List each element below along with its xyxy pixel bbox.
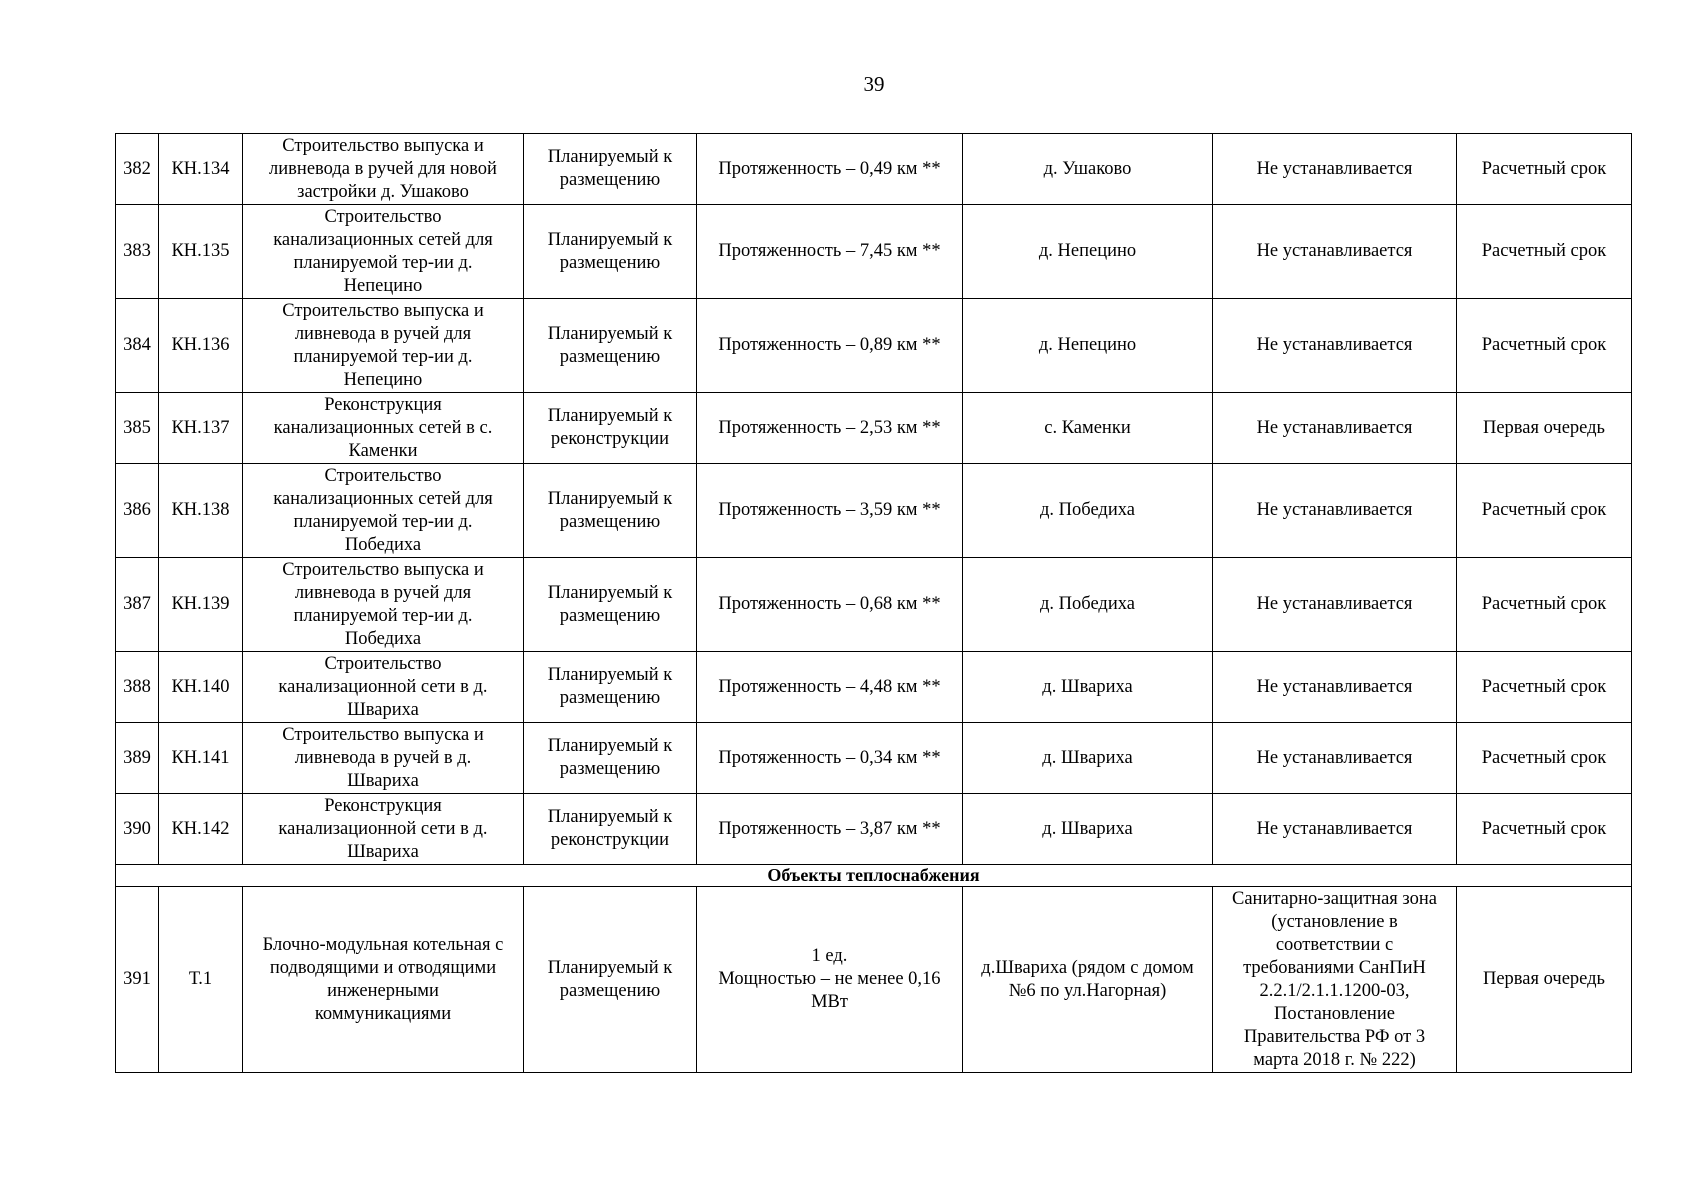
object-name-cell-text: Строительство канализационной сети в д. Швариха [278, 653, 488, 720]
object-name-cell [243, 887, 524, 1073]
zone-cell [1213, 464, 1457, 558]
row-number-cell-text: 386 [123, 500, 151, 520]
section-row [116, 865, 1632, 887]
object-name-cell-text: Блочно-модульная котельная с подводящими и отводящими инженерными коммуникациями [262, 934, 504, 1024]
zone-cell [1213, 393, 1457, 464]
location-cell [963, 134, 1213, 205]
table-row [116, 464, 1632, 558]
term-cell-text: Расчетный срок [1481, 676, 1607, 697]
term-cell-text: Расчетный срок [1481, 158, 1607, 179]
object-code-cell-text: Т.1 [188, 969, 213, 989]
table-row [116, 794, 1632, 865]
object-code-cell [159, 723, 243, 794]
row-number-cell-text: 391 [123, 969, 151, 989]
object-name-cell [243, 205, 524, 299]
object-name-cell [243, 723, 524, 794]
characteristics-cell-text: Протяженность – 3,59 км ** [718, 500, 941, 520]
row-number-cell [116, 205, 159, 299]
zone-cell [1213, 299, 1457, 393]
object-name-cell [243, 794, 524, 865]
characteristics-cell [697, 393, 963, 464]
characteristics-cell-text: Протяженность – 4,48 км ** [718, 676, 941, 697]
zone-cell [1213, 205, 1457, 299]
object-status-cell-text: Планируемый к размещению [547, 582, 673, 626]
location-cell-text: д. Непецино [1038, 335, 1137, 355]
object-code-cell [159, 299, 243, 393]
table-row [116, 299, 1632, 393]
row-number-cell [116, 393, 159, 464]
characteristics-cell [697, 299, 963, 393]
row-number-cell [116, 558, 159, 652]
object-status-cell [524, 652, 697, 723]
object-code-cell-text: КН.138 [171, 500, 230, 520]
zone-cell [1213, 887, 1457, 1073]
zone-cell [1213, 794, 1457, 865]
object-code-cell-text: КН.135 [171, 241, 230, 261]
characteristics-cell-text: Протяженность – 3,87 км ** [718, 818, 941, 839]
term-cell-text: Расчетный срок [1481, 747, 1607, 768]
table-row [116, 887, 1632, 1073]
zone-cell-text: Не устанавливается [1256, 594, 1413, 614]
location-cell [963, 887, 1213, 1073]
object-code-cell [159, 393, 243, 464]
characteristics-cell-text: Протяженность – 0,49 км ** [718, 158, 941, 179]
zone-cell [1213, 134, 1457, 205]
object-name-cell [243, 393, 524, 464]
zone-cell-text: Не устанавливается [1256, 747, 1413, 768]
object-code-cell [159, 794, 243, 865]
table-row [116, 205, 1632, 299]
location-cell-text: с. Каменки [1044, 417, 1131, 438]
object-status-cell [524, 299, 697, 393]
term-cell [1457, 393, 1632, 464]
characteristics-cell [697, 794, 963, 865]
object-code-cell-text: КН.139 [171, 594, 230, 614]
object-name-cell [243, 652, 524, 723]
row-number-cell [116, 134, 159, 205]
characteristics-cell [697, 652, 963, 723]
object-name-cell [243, 558, 524, 652]
row-number-cell-text: 384 [123, 335, 151, 355]
term-cell [1457, 134, 1632, 205]
object-code-cell [159, 652, 243, 723]
characteristics-cell-text: Протяженность – 0,68 км ** [718, 594, 941, 614]
term-cell-text: Расчетный срок [1481, 594, 1607, 614]
object-name-cell [243, 134, 524, 205]
object-status-cell [524, 723, 697, 794]
zone-cell-text: Не устанавливается [1256, 158, 1413, 179]
location-cell [963, 652, 1213, 723]
characteristics-cell [697, 464, 963, 558]
location-cell-text: д. Победиха [1040, 500, 1135, 520]
object-status-cell-text: Планируемый к размещению [547, 147, 673, 190]
table-row [116, 652, 1632, 723]
object-code-cell-text: КН.136 [171, 335, 230, 355]
term-cell [1457, 205, 1632, 299]
row-number-cell-text: 388 [123, 676, 151, 697]
section-heading: Объекты теплоснабжения [116, 865, 1632, 887]
term-cell [1457, 652, 1632, 723]
characteristics-cell [697, 205, 963, 299]
location-cell-text: д. Победиха [1040, 594, 1135, 614]
object-status-cell-text: Планируемый к размещению [547, 736, 673, 779]
object-name-cell-text: Реконструкция канализационных сетей в с. Каменки [273, 394, 493, 461]
objects-table [115, 133, 1632, 1073]
object-status-cell [524, 464, 697, 558]
location-cell-text: д.Швариха (рядом с домом №6 по ул.Нагорная) [981, 957, 1194, 1001]
location-cell-text: д. Швариха [1042, 747, 1133, 768]
object-code-cell [159, 464, 243, 558]
object-status-cell-text: Планируемый к реконструкции [547, 807, 673, 850]
object-status-cell-text: Планируемый к реконструкции [547, 406, 673, 449]
characteristics-cell [697, 723, 963, 794]
object-code-cell-text: КН.134 [171, 158, 230, 179]
object-status-cell [524, 134, 697, 205]
object-status-cell-text: Планируемый к размещению [547, 323, 673, 367]
characteristics-cell-text: 1 ед. Мощностью – не менее 0,16 МВт [718, 946, 941, 1012]
object-status-cell-text: Планируемый к размещению [547, 665, 673, 708]
term-cell-text: Расчетный срок [1481, 818, 1607, 839]
zone-cell [1213, 558, 1457, 652]
zone-cell-text: Не устанавливается [1256, 676, 1413, 697]
characteristics-cell [697, 558, 963, 652]
table-row [116, 558, 1632, 652]
zone-cell-text: Не устанавливается [1256, 500, 1413, 520]
location-cell [963, 558, 1213, 652]
object-status-cell [524, 205, 697, 299]
term-cell [1457, 299, 1632, 393]
object-name-cell-text: Строительство выпуска и ливневода в ручей для планируемой тер-ии д. Непецино [282, 300, 484, 390]
characteristics-cell [697, 134, 963, 205]
object-name-cell [243, 464, 524, 558]
object-name-cell-text: Строительство выпуска и ливневода в ручей в д. Швариха [282, 724, 484, 791]
characteristics-cell-text: Протяженность – 0,89 км ** [718, 335, 941, 355]
zone-cell-text: Санитарно-защитная зона (установление в соответствии с требованиями СанПиН 2.2.1/2.1.1.1200-03, Постановление Правительства РФ от 3 марта 2018 г. № 222) [1232, 888, 1437, 1070]
term-cell-text: Расчетный срок [1481, 241, 1607, 261]
object-name-cell [243, 299, 524, 393]
location-cell-text: д. Ушаково [1043, 158, 1132, 179]
term-cell-text: Расчетный срок [1481, 500, 1607, 520]
location-cell-text: д. Швариха [1042, 818, 1133, 839]
zone-cell-text: Не устанавливается [1256, 417, 1413, 438]
location-cell [963, 794, 1213, 865]
object-code-cell-text: КН.137 [171, 417, 230, 438]
characteristics-cell-text: Протяженность – 7,45 км ** [718, 241, 941, 261]
location-cell [963, 205, 1213, 299]
location-cell [963, 723, 1213, 794]
row-number-cell-text: 390 [123, 818, 151, 839]
row-number-cell-text: 383 [123, 241, 151, 261]
zone-cell-text: Не устанавливается [1256, 818, 1413, 839]
object-name-cell-text: Строительство выпуска и ливневода в ручей для планируемой тер-ии д. Победиха [282, 559, 484, 649]
object-status-cell [524, 558, 697, 652]
term-cell-text: Первая очередь [1482, 969, 1605, 989]
row-number-cell [116, 464, 159, 558]
row-number-cell [116, 723, 159, 794]
zone-cell [1213, 723, 1457, 794]
object-code-cell [159, 887, 243, 1073]
term-cell [1457, 464, 1632, 558]
object-status-cell-text: Планируемый к размещению [547, 229, 673, 273]
table-row [116, 723, 1632, 794]
row-number-cell-text: 389 [123, 747, 151, 768]
term-cell [1457, 558, 1632, 652]
object-status-cell [524, 887, 697, 1073]
row-number-cell [116, 887, 159, 1073]
term-cell-text: Расчетный срок [1481, 335, 1607, 355]
location-cell [963, 464, 1213, 558]
object-code-cell [159, 205, 243, 299]
row-number-cell [116, 299, 159, 393]
object-code-cell-text: КН.141 [171, 747, 230, 768]
location-cell [963, 393, 1213, 464]
object-code-cell-text: КН.142 [171, 818, 230, 839]
row-number-cell-text: 382 [123, 158, 151, 179]
term-cell [1457, 887, 1632, 1073]
location-cell-text: д. Швариха [1042, 676, 1133, 697]
term-cell [1457, 723, 1632, 794]
object-name-cell-text: Строительство выпуска и ливневода в ручей для новой застройки д. Ушаково [269, 135, 497, 202]
object-code-cell-text: КН.140 [171, 676, 230, 697]
row-number-cell-text: 387 [123, 594, 151, 614]
location-cell [963, 299, 1213, 393]
page-number: 39 [863, 72, 885, 96]
object-status-cell-text: Планируемый к размещению [547, 488, 673, 532]
object-code-cell [159, 558, 243, 652]
table-row [116, 134, 1632, 205]
zone-cell-text: Не устанавливается [1256, 335, 1413, 355]
term-cell [1457, 794, 1632, 865]
object-name-cell-text: Строительство канализационных сетей для планируемой тер-ии д. Победиха [273, 465, 493, 555]
characteristics-cell-text: Протяженность – 0,34 км ** [718, 747, 941, 768]
row-number-cell [116, 794, 159, 865]
row-number-cell [116, 652, 159, 723]
object-code-cell [159, 134, 243, 205]
object-status-cell [524, 794, 697, 865]
location-cell-text: д. Непецино [1038, 241, 1137, 261]
term-cell-text: Первая очередь [1482, 417, 1605, 438]
characteristics-cell [697, 887, 963, 1073]
characteristics-cell-text: Протяженность – 2,53 км ** [718, 417, 941, 438]
object-name-cell-text: Строительство канализационных сетей для планируемой тер-ии д. Непецино [273, 206, 493, 296]
object-status-cell-text: Планируемый к размещению [547, 957, 673, 1001]
zone-cell [1213, 652, 1457, 723]
object-status-cell [524, 393, 697, 464]
zone-cell-text: Не устанавливается [1256, 241, 1413, 261]
row-number-cell-text: 385 [123, 417, 151, 438]
table-row [116, 393, 1632, 464]
object-name-cell-text: Реконструкция канализационной сети в д. Швариха [278, 795, 488, 862]
